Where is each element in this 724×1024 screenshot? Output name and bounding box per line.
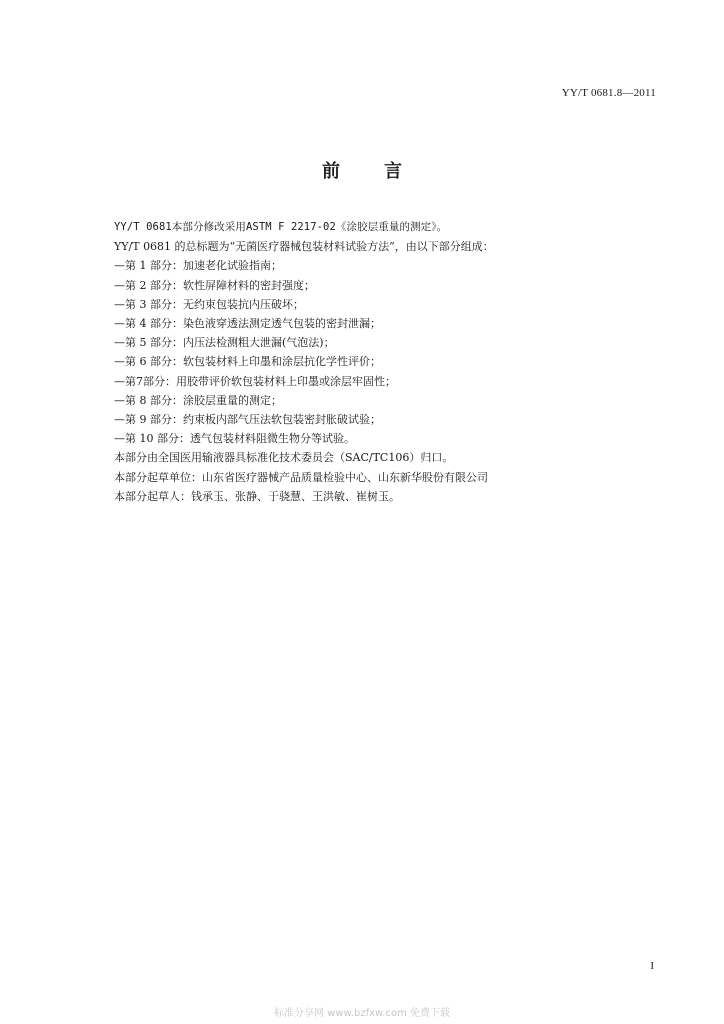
watermark-text: 标准分享网 www.bzfxw.com 免费下载 [274, 1008, 450, 1019]
title-char-1: 前 [322, 161, 340, 182]
part-item-8: —第 8 部分：涂胶层重量的测定； [114, 393, 282, 407]
part-item-3: —第 3 部分：无约束包装抗内压破坏； [114, 297, 304, 311]
part-item-2: —第 2 部分：软性屏障材料的密封强度； [114, 278, 315, 292]
foreword-body [114, 218, 674, 506]
part-item-1: —第 1 部分：加速老化试验指南； [114, 259, 282, 273]
part-item-10: —第 10 部分：透气包装材料阻微生物分等试验。 [114, 432, 355, 446]
standard-number: YY/T 0681.8—2011 [561, 87, 656, 99]
part-item-4: —第 4 部分：染色液穿透法测定透气包装的密封泄漏； [114, 317, 381, 331]
part-item-6: —第 6 部分：软包装材料上印墨和涂层抗化学性评价； [114, 355, 381, 369]
parts-list [114, 256, 674, 448]
part-item-9: —第 9 部分：约束板内部气压法软包装密封胀破试验； [114, 413, 381, 427]
general-title-line: YY/T 0681 的总标题为“无菌医疗器械包装材料试验方法”，由以下部分组成： [114, 240, 494, 254]
drafters-line: 本部分起草人：钱承玉、张静、于骁慧、王洪敏、崔树玉。 [114, 489, 400, 503]
title-char-2: 言 [384, 161, 402, 182]
part-item-7: —第7部分：用胶带评价软包装材料上印墨或涂层牢固性； [114, 374, 396, 388]
authority-line: 本部分由全国医用输液器具标准化技术委员会（SAC/TC106）归口。 [114, 451, 454, 465]
page-title [0, 157, 724, 183]
page-number: I [650, 960, 654, 972]
drafting-units-line: 本部分起草单位：山东省医疗器械产品质量检验中心、山东新华股份有限公司 [114, 470, 488, 484]
part-item-5: —第 5 部分：内压法检测粗大泄漏(气泡法)； [114, 336, 335, 350]
intro-line: YY/T 0681本部分修改采用ASTM F 2217-02《涂胶层重量的测定》。 [114, 221, 448, 233]
